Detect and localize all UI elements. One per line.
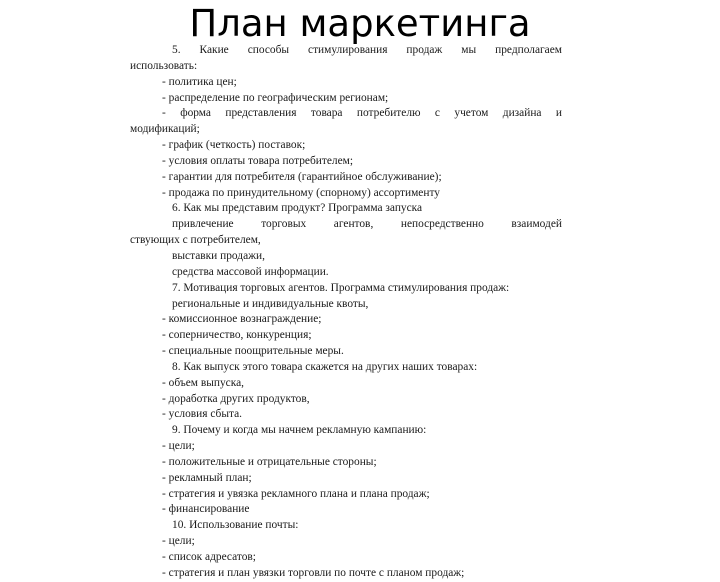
doc-line: - продажа по принудительному (спорному) ассортименту bbox=[162, 186, 440, 199]
doc-line: - цели; bbox=[162, 440, 195, 453]
doc-line: - форма представления товара потребителю с учетом дизайна и bbox=[162, 107, 562, 120]
doc-line: - соперничество, конкуренция; bbox=[162, 329, 312, 342]
doc-line: - график (четкость) поставок; bbox=[162, 139, 306, 152]
doc-line: - список адресатов; bbox=[162, 551, 256, 563]
doc-line: модификаций; bbox=[130, 123, 200, 136]
doc-line: средства массовой информации. bbox=[172, 265, 329, 278]
doc-line: выставки продажи, bbox=[172, 249, 265, 262]
doc-line-heading-8: 8. Как выпуск этого товара скажется на других наших товарах: bbox=[172, 360, 478, 373]
doc-line-heading-6: 6. Как мы представим продукт? Программа запуска bbox=[172, 202, 423, 215]
doc-line: - условия оплаты товара потребителем; bbox=[162, 154, 353, 167]
doc-line: - доработка других продуктов, bbox=[162, 392, 310, 405]
doc-line-heading-10: 10. Использование почты: bbox=[172, 519, 299, 532]
doc-line: - комиссионное вознаграждение; bbox=[162, 313, 322, 326]
doc-line: - цели; bbox=[162, 535, 195, 548]
doc-line: привлечение торговых агентов, непосредственно взаимодей bbox=[172, 218, 562, 231]
doc-line: - стратегия и план увязки торговли по почте с планом продаж; bbox=[162, 566, 465, 579]
doc-line: ствующих с потребителем, bbox=[130, 234, 261, 247]
doc-line: - условия сбыта. bbox=[162, 408, 242, 421]
doc-line-heading-5: 5. Какие способы стимулирования продаж мы предполагаем bbox=[172, 44, 562, 56]
doc-line: региональные и индивидуальные квоты, bbox=[172, 297, 369, 310]
doc-line: - рекламный план; bbox=[162, 471, 252, 484]
doc-line: - финансирование bbox=[162, 503, 250, 516]
doc-line: - объем выпуска, bbox=[162, 376, 244, 389]
doc-line: - положительные и отрицательные стороны; bbox=[162, 455, 377, 468]
doc-line-heading-7: 7. Мотивация торговых агентов. Программа стимулирования продаж: bbox=[172, 281, 510, 294]
doc-line: использовать: bbox=[130, 59, 198, 72]
doc-line: - распределение по географическим регионам; bbox=[162, 91, 389, 104]
slide-title: План маркетинга bbox=[189, 2, 531, 45]
doc-line: - гарантии для потребителя (гарантийное обслуживание); bbox=[162, 170, 442, 183]
doc-line: - специальные поощрительные меры. bbox=[162, 345, 344, 358]
doc-line-heading-9: 9. Почему и когда мы начнем рекламную кампанию: bbox=[172, 424, 427, 437]
scanned-document-text bbox=[130, 43, 562, 582]
doc-line: - политика цен; bbox=[162, 75, 237, 88]
doc-line: - стратегия и увязка рекламного плана и плана продаж; bbox=[162, 487, 430, 500]
